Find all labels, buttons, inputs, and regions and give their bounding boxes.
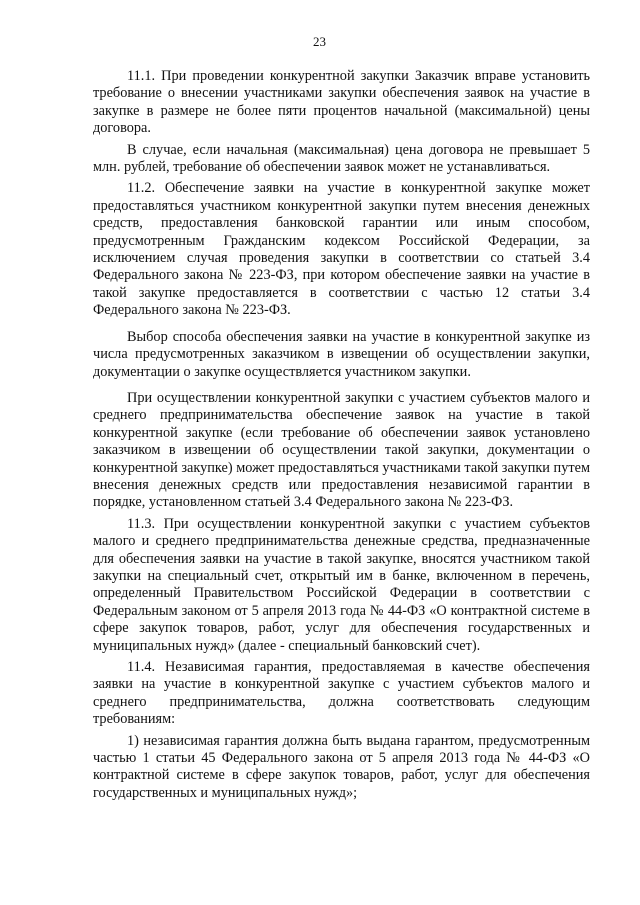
paragraph-11-2: 11.2. Обеспечение заявки на участие в конкурентной закупке может предоставляться участником конкурентной закупки путем внесения денежных средств, предоставления банковской гарантии или иным способом, предусмотренным Гражданским кодексом Российской Федерации, за исключением случая проведения закупки в соответствии со статьей 3.4 Федерального закона № 223-ФЗ, при котором обеспечение заявки на участие в такой закупке предоставляется в соответствии с частью 12 статьи 3.4 Федерального закона № 223-ФЗ. xyxy=(93,180,590,319)
paragraph-11-4: 11.4. Независимая гарантия, предоставляемая в качестве обеспечения заявки на участие в конкурентной закупке с участием субъектов малого и среднего предпринимательства, должна соответствовать следующим требованиям: xyxy=(93,659,590,728)
paragraph-sme-procurement: При осуществлении конкурентной закупки с участием субъектов малого и среднего предпринимательства обеспечение заявок на участие в такой конкурентной закупке (если требование об обеспечении заявок установлено заказчиком в извещении об осуществлении такой закупки, документации о конкурентной закупке) может предоставляться участниками такой закупки путем внесения денежных средств или предоставления независимой гарантии в порядке, установленном статьей 3.4 Федерального закона № 223-ФЗ. xyxy=(93,389,590,511)
paragraph-11-1: 11.1. При проведении конкурентной закупки Заказчик вправе установить требование о внесении участниками закупки обеспечения заявок на участие в закупке в размере не более пяти процентов начальной (максимальной) цены договора. xyxy=(93,68,590,137)
paragraph-security-method-choice: Выбор способа обеспечения заявки на участие в конкурентной закупке из числа предусмотренных заказчиком в извещении об осуществлении закупки, документации о закупке осуществляется участником закупки. xyxy=(93,328,590,380)
paragraph-11-3: 11.3. При осуществлении конкурентной закупки с участием субъектов малого и среднего предпринимательства денежные средства, предназначенные для обеспечения заявки на участие в такой закупке, вносятся участником такой закупки на специальный счет, открытый им в банке, включенном в перечень, определенный Правительством Российской Федерации в соответствии с Федеральным законом от 5 апреля 2013 года № 44-ФЗ «О контрактной системе в сфере закупок товаров, работ, услуг для обеспечения государственных и муниципальных нужд» (далее - специальный банковский счет). xyxy=(93,515,590,654)
paragraph-price-threshold: В случае, если начальная (максимальная) цена договора не превышает 5 млн. рублей, требование об обеспечении заявок может не устанавливаться. xyxy=(93,141,590,176)
page-number: 23 xyxy=(313,34,326,49)
list-item-1: 1) независимая гарантия должна быть выдана гарантом, предусмотренным частью 1 статьи 45 Федерального закона от 5 апреля 2013 года № 44-ФЗ «О контрактной системе в сфере закупок товаров, работ, услуг для обеспечения государственных и муниципальных нужд»; xyxy=(93,732,590,801)
